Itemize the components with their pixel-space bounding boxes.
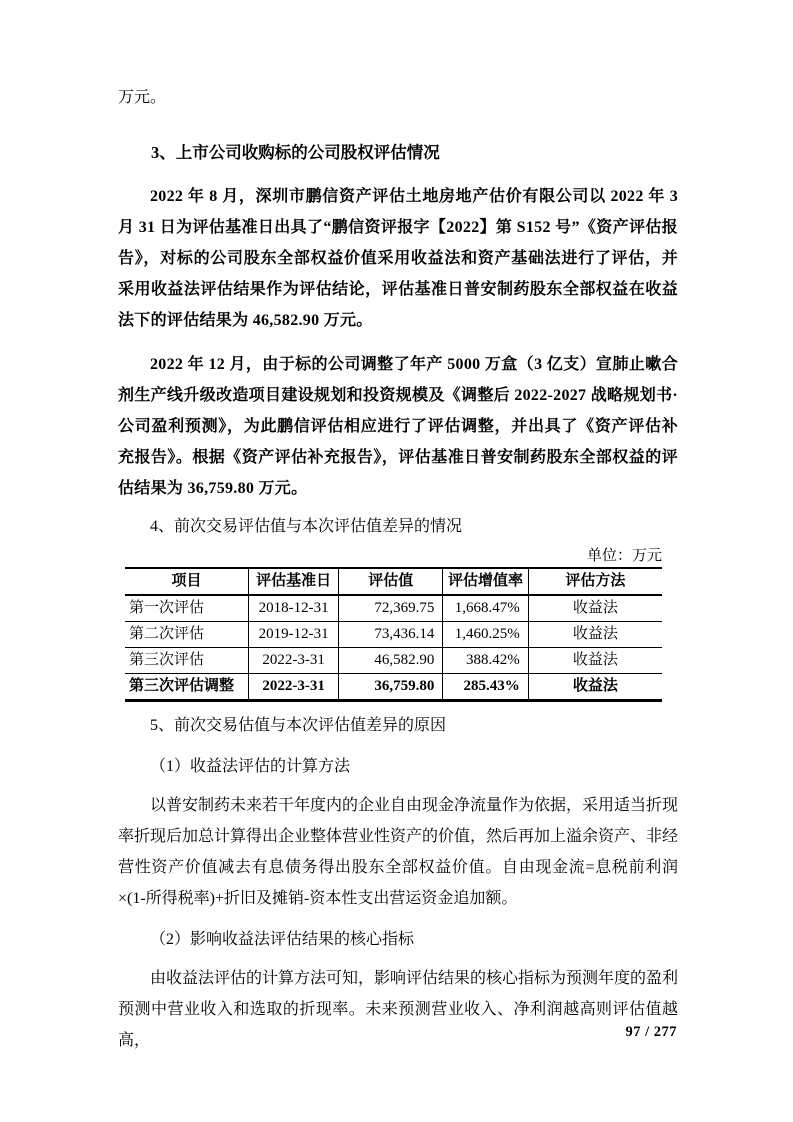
header-base-date: 评估基准日 (249, 568, 339, 595)
cell-value: 72,369.75 (339, 595, 443, 622)
cell-base-date: 2019-12-31 (249, 622, 339, 648)
document-content (118, 82, 678, 1056)
cell-rate: 388.42% (443, 648, 528, 674)
cell-value: 73,436.14 (339, 622, 443, 648)
cell-item: 第三次评估 (125, 648, 249, 674)
paragraph-dec-2022: 2022 年 12 月，由于标的公司调整了年产 5000 万盒（3 亿支）宣肺止嗽合剂生产线升级改造项目建设规划和投资规模及《调整后 2022-2027 战略规划书·公司盈利预测》，为此鹏信评估相应进行了评估调整，并出具了《资产评估补充报告》。根据《资产评估补充报告》，评估基准日普安制药股东全部权益的评估结果为 36,759.80 万元。 (118, 356, 678, 497)
section-heading-4: 4、前次交易评估值与本次评估值差异的情况 (150, 518, 463, 535)
paragraph-trailing: 万元。 (118, 89, 167, 106)
header-rate: 评估增值率 (443, 568, 528, 595)
subheading-core-indicators: （2）影响收益法评估结果的核心指标 (150, 931, 415, 948)
paragraph-core-indicators: 由收益法评估的计算方法可知，影响评估结果的核心指标为预测年度的盈利预测中营业收入和选取的折现率。未来预测营业收入、净利润越高则评估值越高， (118, 970, 679, 1049)
table-row (125, 622, 662, 648)
table-row (125, 595, 662, 622)
header-item: 项目 (125, 568, 249, 595)
unit-label: 单位：万元 (586, 548, 662, 564)
cell-item: 第二次评估 (125, 622, 249, 648)
valuation-table-block (125, 545, 662, 702)
cell-value: 36,759.80 (339, 674, 443, 701)
cell-method: 收益法 (572, 652, 618, 668)
table-row-adjusted (125, 674, 662, 701)
cell-item: 第一次评估 (125, 595, 249, 622)
cell-value: 46,582.90 (339, 648, 443, 674)
section-heading-5: 5、前次交易估值与本次评估值差异的原因 (150, 717, 447, 734)
cell-base-date: 2022-3-31 (249, 648, 339, 674)
page-number: 97 / 277 (625, 1024, 677, 1040)
paragraph-income-method: 以普安制药未来若干年度内的企业自由现金净流量作为依据，采用适当折现率折现后加总计算得出企业整体营业性资产的价值，然后再加上溢余资产、非经营性资产价值减去有息债务得出股东全部权益价值。自由现金流=息税前利润×(1-所得税率)+折旧及摊销-资本性支出营运资金追加额。 (118, 797, 679, 907)
cell-method: 收益法 (572, 600, 618, 616)
header-method: 评估方法 (528, 568, 662, 595)
cell-method: 收益法 (572, 626, 618, 642)
cell-method: 收益法 (528, 674, 662, 701)
cell-rate: 1,460.25% (443, 622, 528, 648)
cell-item: 第三次评估调整 (125, 674, 249, 701)
table-header-row (125, 568, 662, 595)
cell-rate: 285.43% (443, 674, 528, 701)
valuation-table (125, 567, 662, 702)
subheading-income-method: （1）收益法评估的计算方法 (150, 758, 351, 775)
header-value: 评估值 (339, 568, 443, 595)
cell-base-date: 2022-3-31 (249, 674, 339, 701)
cell-rate: 1,668.47% (443, 595, 528, 622)
cell-base-date: 2018-12-31 (249, 595, 339, 622)
section-heading-3: 3、上市公司收购标的公司股权评估情况 (151, 143, 440, 162)
table-row (125, 648, 662, 674)
paragraph-aug-2022: 2022 年 8 月，深圳市鹏信资产评估土地房地产估价有限公司以 2022 年 3 月 31 日为评估基准日出具了“鹏信资评报字【2022】第 S152 号”《资产评估报告》，对标的公司股东全部权益价值采用收益法和资产基础法进行了评估，并采用收益法评估结果作为评估结论，评估基准日普安制药股东全部权益在收益法下的评估结果为 46,582.90 万元。 (118, 188, 678, 329)
